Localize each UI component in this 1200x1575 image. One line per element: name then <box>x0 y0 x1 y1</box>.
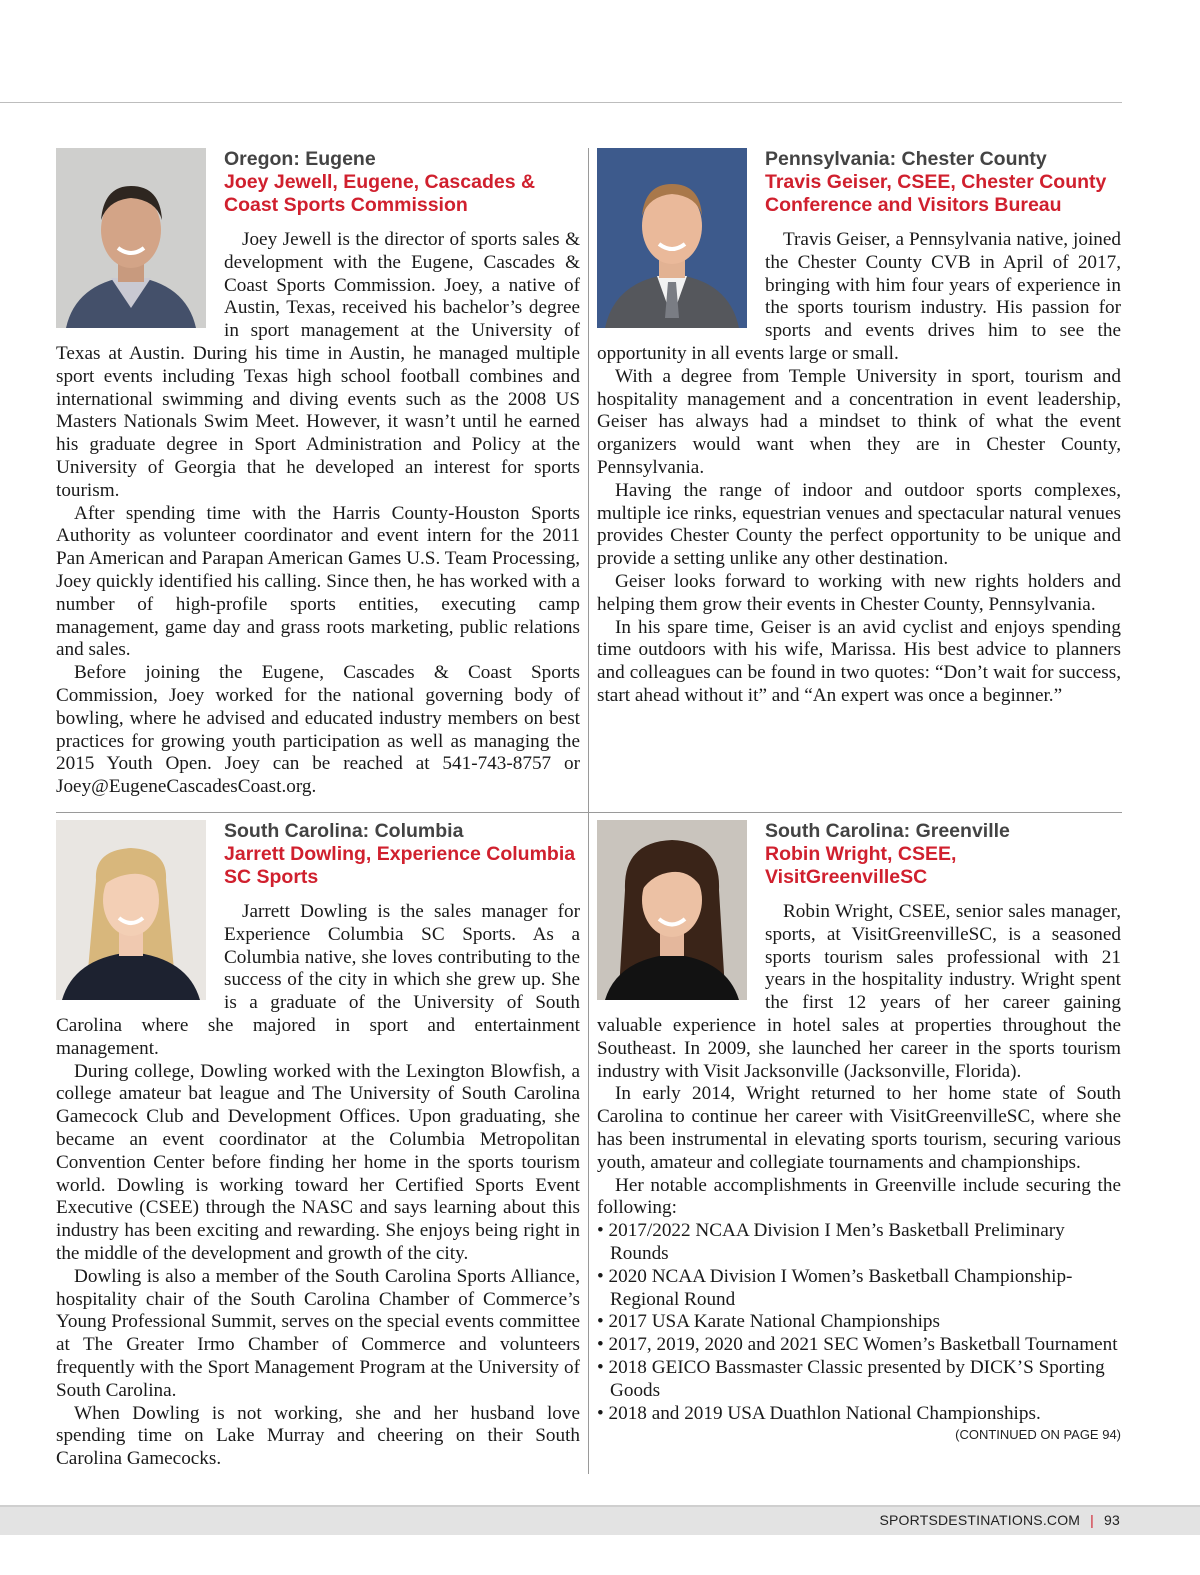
paragraph: Robin Wright, CSEE, senior sales manager, sports, at VisitGreenvilleSC, is a seasoned sports tourism sales professional with 21 years in the hospitality industry. Wright spent the first 12 years of her career gaining valuable experience in hotel sales at properties throughout the Southeast. In 2009, she launched her career in the sports tourism industry with Visit Jacksonville (Jacksonville, Florida). <box>597 901 1121 1082</box>
profile-state: Pennsylvania: Chester County <box>765 148 1047 170</box>
list-item: • 2018 and 2019 USA Duathlon National Championships. <box>597 1403 1121 1426</box>
profile-person: Jarrett Dowling, Experience Columbia SC Sports <box>224 843 576 888</box>
profile-pennsylvania <box>597 148 1121 708</box>
profile-person: Robin Wright, CSEE, VisitGreenvilleSC <box>765 843 957 888</box>
paragraph: With a degree from Temple University in sport, tourism and hospitality management and a concentration in event leadership, Geiser has always had a mindset to think of what the event organizers would want when they are in Chester County, Pennsylvania. <box>597 365 1121 478</box>
portrait-robin-wright <box>597 820 747 1000</box>
accomplishments-list <box>597 1220 1121 1425</box>
profile-state: South Carolina: Greenville <box>765 820 1010 842</box>
paragraph: Dowling is also a member of the South Carolina Sports Alliance, hospitality chair of the South Carolina Chamber of Commerce’s Young Professional Summit, serves on the special events committee at The Greater Irmo Chamber of Commerce and volunteers frequently with the Sport Management Program at the University of South Carolina. <box>56 1265 580 1401</box>
paragraph: Joey Jewell is the director of sports sales & development with the Eugene, Cascades & Coast Sports Commission. Joey, a native of Austin, Texas, received his bachelor’s degree in sport management at the University of Texas at Austin. During his time in Austin, he managed multiple sport events including Texas high school football combines and international swimming and diving events such as the 2008 US Masters Nationals Swim Meet. However, it wasn’t until he earned his graduate degree in Sport Administration and Policy at the University of Georgia that he developed an interest for sports tourism. <box>56 229 580 501</box>
top-divider <box>0 102 1122 103</box>
portrait-travis-geiser <box>597 148 747 328</box>
profile-person: Travis Geiser, CSEE, Chester County Conference and Visitors Bureau <box>765 171 1107 216</box>
list-item: • 2017/2022 NCAA Division I Men’s Basketball Preliminary Rounds <box>597 1220 1121 1266</box>
footer-site[interactable]: SPORTSDESTINATIONS.COM <box>879 1512 1081 1528</box>
page-number: 93 <box>1104 1512 1120 1528</box>
footer <box>879 1512 1120 1528</box>
portrait-joey-jewell <box>56 148 206 328</box>
paragraph: In early 2014, Wright returned to her home state of South Carolina to continue her career with VisitGreenvilleSC, where she has been instrumental in elevating sports tourism, securing various youth, amateur and collegiate tournaments and championships. <box>597 1083 1121 1173</box>
paragraph: After spending time with the Harris County-Houston Sports Authority as volunteer coordinator and event intern for the 2011 Pan American and Parapan American Games U.S. Team Processing, Joey quickly identified his calling. Since then, he has worked with a number of high-profile sports entities, executing camp management, game day and grass roots marketing, public relations and sales. <box>56 502 580 661</box>
row-divider <box>56 812 1122 813</box>
paragraph: Having the range of indoor and outdoor sports complexes, multiple ice rinks, equestrian venues and spectacular natural venues provides Chester County the perfect opportunity to be unique and provide a setting unlike any other destination. <box>597 479 1121 570</box>
paragraph: When Dowling is not working, she and her husband love spending time on Lake Murray and cheering on their South Carolina Gamecocks. <box>56 1402 580 1470</box>
paragraph: In his spare time, Geiser is an avid cyclist and enjoys spending time outdoors with his wife, Marissa. His best advice to planners and colleagues can be found in two quotes: “Don’t wait for success, start ahead without it” and “An expert was once a beginner.” <box>597 616 1121 706</box>
paragraph: Before joining the Eugene, Cascades & Coast Sports Commission, Joey worked for the national governing body of bowling, where he advised and educated industry members on best practices for growing youth participation as well as managing the 2015 Youth Open. Joey can be reached at 541-743-8757 or Joey@EugeneCascadesCoast.org. <box>56 662 580 798</box>
paragraph: During college, Dowling worked with the Lexington Blowfish, a college amateur bat league and The University of South Carolina Gamecock Club and Development Offices. Upon graduating, she became an event coordinator at the Columbia Metropolitan Convention Center before finding her home in the sports tourism world. Dowling is working toward her Certified Sports Event Executive (CSEE) through the NASC and says learning about this industry has been exciting and rewarding. She enjoys being right in the middle of the development and growth of the city. <box>56 1060 580 1264</box>
profile-state: Oregon: Eugene <box>224 148 376 170</box>
continued-note: (CONTINUED ON PAGE 94) <box>955 1427 1121 1443</box>
column-divider <box>588 148 589 1474</box>
list-item: • 2018 GEICO Bassmaster Classic presented by DICK’S Sporting Goods <box>597 1357 1121 1403</box>
footer-separator: | <box>1090 1512 1095 1528</box>
profile-columbia <box>56 820 580 1471</box>
paragraph: Travis Geiser, a Pennsylvania native, joined the Chester County CVB in April of 2017, bringing with him four years of experience in the sports tourism industry. His passion for sports and events drives him to see the opportunity in all events large or small. <box>597 229 1121 364</box>
profile-person: Joey Jewell, Eugene, Cascades & Coast Sports Commission <box>224 171 536 216</box>
profile-state: South Carolina: Columbia <box>224 820 464 842</box>
paragraph: Her notable accomplishments in Greenville include securing the following: <box>597 1174 1121 1219</box>
list-item: • 2017, 2019, 2020 and 2021 SEC Women’s Basketball Tournament <box>597 1334 1121 1357</box>
paragraph: Jarrett Dowling is the sales manager for Experience Columbia SC Sports. As a Columbia native, she loves contributing to the success of the city in which she grew up. She is a graduate of the University of South Carolina where she majored in sport and entertainment management. <box>56 901 580 1059</box>
list-item: • 2020 NCAA Division I Women’s Basketball Championship-Regional Round <box>597 1266 1121 1312</box>
profile-greenville <box>597 820 1121 1442</box>
paragraph: Geiser looks forward to working with new rights holders and helping them grow their events in Chester County, Pennsylvania. <box>597 570 1121 615</box>
list-item: • 2017 USA Karate National Championships <box>597 1311 1121 1334</box>
portrait-jarrett-dowling <box>56 820 206 1000</box>
profile-oregon <box>56 148 580 799</box>
